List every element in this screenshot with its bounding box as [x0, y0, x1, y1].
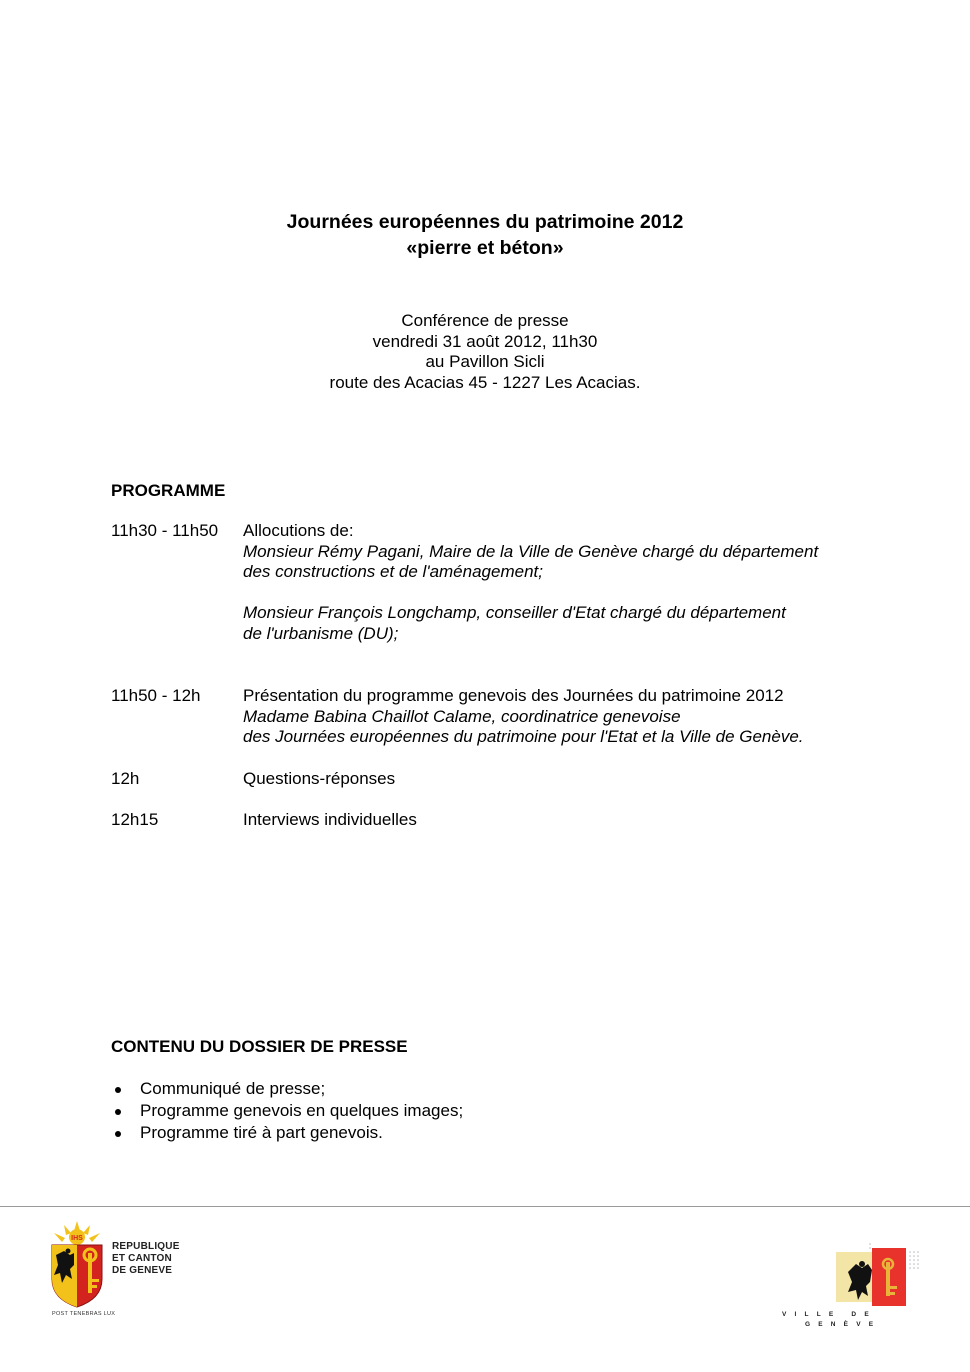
- republique-line-2: ET CANTON: [112, 1253, 172, 1264]
- conference-date: vendredi 31 août 2012, 11h30: [372, 331, 598, 351]
- title-line-2: «pierre et béton»: [406, 237, 564, 259]
- ville-line-2: GENÈVE: [805, 1321, 882, 1328]
- programme-time-1: 11h30 - 11h50: [111, 521, 219, 540]
- ville-de-geneve-logo-icon: [834, 1242, 924, 1308]
- dossier-heading: CONTENU DU DOSSIER DE PRESSE: [111, 1037, 408, 1056]
- republique-line-3: DE GENEVE: [112, 1265, 173, 1276]
- svg-text:IHS: IHS: [71, 1235, 83, 1242]
- list-item-label: Communiqué de presse;: [140, 1079, 326, 1098]
- conference-line-1: Conférence de presse: [401, 311, 569, 330]
- list-item-label: Programme genevois en quelques images;: [140, 1101, 464, 1120]
- programme-label-3: Questions-réponses: [243, 769, 396, 788]
- footer-divider: [0, 1206, 970, 1207]
- republique-logo-text: [112, 1241, 180, 1277]
- list-item: [111, 1122, 463, 1144]
- speaker-3-line-1: Madame Babina Chaillot Calame, coordinatrice genevoise: [243, 706, 681, 726]
- programme-entry-1: [243, 521, 818, 644]
- speaker-2-line-2: de l'urbanisme (DU);: [243, 623, 399, 643]
- programme-label-2: Présentation du programme genevois des Journées du patrimoine 2012: [243, 686, 784, 705]
- list-item-label: Programme tiré à part genevois.: [140, 1123, 383, 1142]
- speaker-1-line-1: Monsieur Rémy Pagani, Maire de la Ville de Genève chargé du département: [243, 541, 819, 561]
- republique-line-1: REPUBLIQUE: [112, 1241, 180, 1252]
- bullet-icon: [115, 1109, 121, 1115]
- programme-label-4: Interviews individuelles: [243, 810, 417, 829]
- conference-info: [0, 311, 970, 393]
- speaker-2-line-1: Monsieur François Longchamp, conseiller d'Etat chargé du département: [243, 603, 786, 622]
- conference-venue: au Pavillon Sicli: [425, 352, 545, 371]
- list-item: [111, 1100, 463, 1122]
- bullet-icon: [115, 1087, 121, 1093]
- programme-label-1: Allocutions de:: [243, 521, 354, 540]
- document-title: [0, 209, 970, 261]
- ville-line-1: VILLE DE: [782, 1311, 877, 1318]
- programme-heading: PROGRAMME: [111, 481, 226, 500]
- programme-time-4: 12h15: [111, 810, 159, 829]
- programme-time-3: 12h: [111, 769, 140, 788]
- republique-motto: POST TENEBRAS LUX: [52, 1311, 116, 1317]
- programme-time-2: 11h50 - 12h: [111, 686, 201, 705]
- title-line-1: Journées européennes du patrimoine 2012: [286, 211, 684, 233]
- bullet-icon: [115, 1131, 121, 1137]
- geneva-coat-of-arms-icon: [46, 1221, 108, 1309]
- speaker-3-line-2: des Journées européennes du patrimoine pour l'Etat et la Ville de Genève.: [243, 727, 804, 746]
- conference-address: route des Acacias 45 - 1227 Les Acacias.: [329, 372, 641, 392]
- dossier-list: [111, 1078, 463, 1144]
- list-item: [111, 1078, 463, 1100]
- programme-entry-2: [243, 686, 804, 748]
- speaker-1-line-2: des constructions et de l'aménagement;: [243, 562, 543, 581]
